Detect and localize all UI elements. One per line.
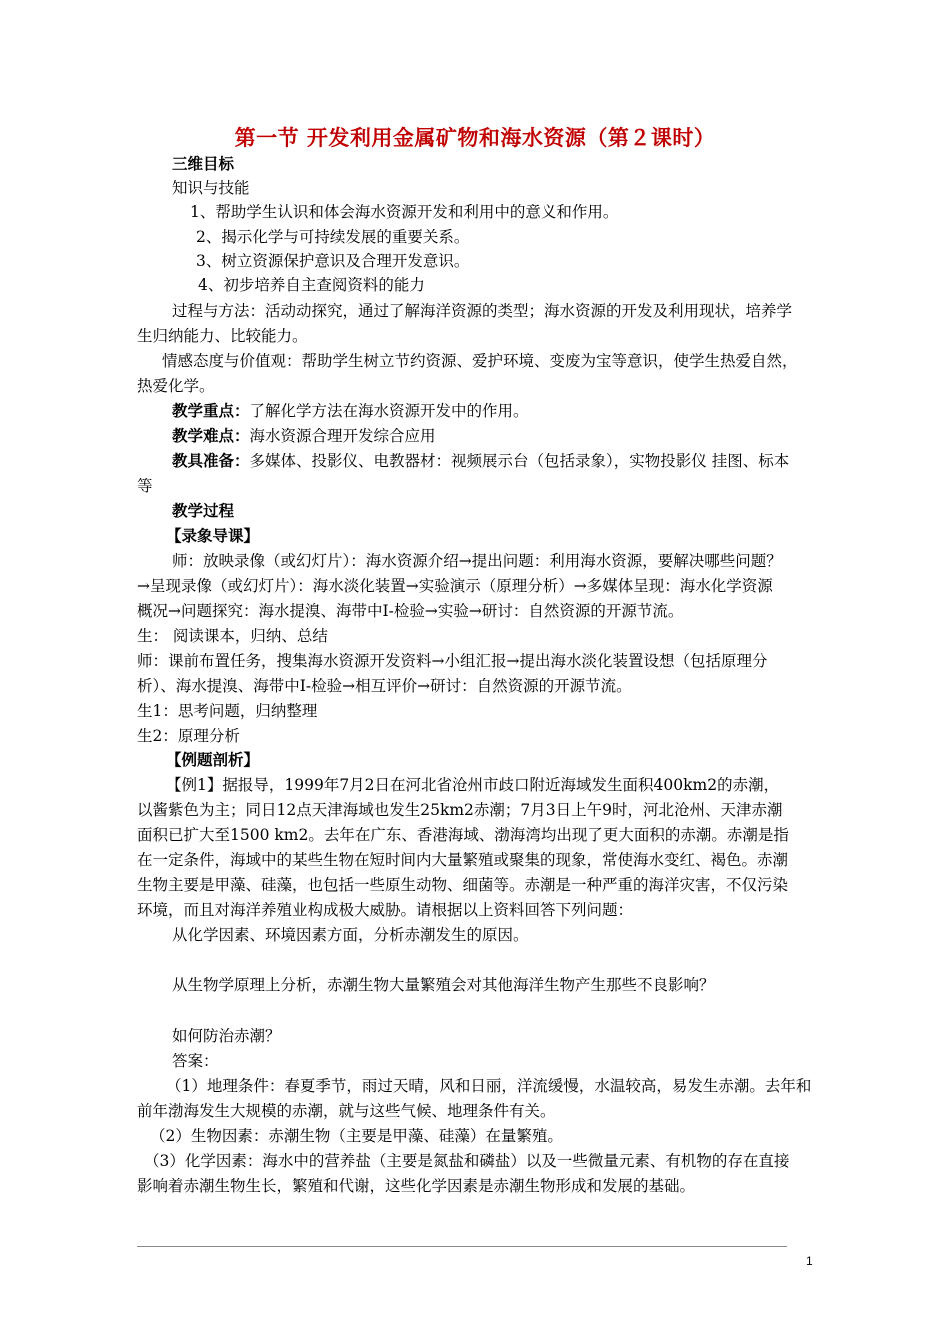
- text-line: [137, 649, 822, 673]
- line-text: 概况→问题探究：海水提溴、海带中I-检验→实验→研讨：自然资源的开源节流。: [137, 602, 684, 620]
- line-text: 答案：: [172, 1052, 219, 1070]
- line-text: 环境，而且对海洋养殖业构成极大威胁。请根据以上资料回答下列问题：: [137, 901, 634, 919]
- line-text: 据报导，1999年7月2日在河北省沧州市歧口附近海域发生面积400km2的赤潮，: [222, 776, 780, 794]
- text-line: [172, 1024, 857, 1048]
- text-line: [137, 724, 822, 748]
- text-line: [172, 1049, 857, 1073]
- line-text: 影响着赤潮生物生长，繁殖和代谢，这些化学因素是赤潮生物形成和发展的基础。: [137, 1177, 696, 1195]
- line-text: 海水资源合理开发综合应用: [249, 427, 436, 445]
- line-text: 面积已扩大至1500 km2。去年在广东、香港海域、渤海湾均出现了更大面积的赤潮。赤潮是指: [137, 826, 789, 844]
- line-text: 师：放映录像（或幻灯片）：海水资源介绍→提出问题：利用海水资源，要解决哪些问题？: [172, 552, 782, 570]
- page-title: 第一节 开发利用金属矿物和海水资源（第２课时）: [234, 126, 716, 150]
- text-line: [137, 474, 822, 498]
- line-text: （2）生物因素：赤潮生物（主要是甲藻、硅藻）在量繁殖。: [150, 1127, 563, 1145]
- text-line: [172, 299, 857, 323]
- line-label: 教学难点：: [172, 426, 250, 445]
- text-line: [137, 823, 822, 847]
- text-line: [137, 898, 822, 922]
- text-line: [172, 176, 857, 200]
- line-text: 【例题剖析】: [166, 750, 260, 769]
- text-line: [166, 773, 851, 797]
- line-text: 了解化学方法在海水资源开发中的作用。: [249, 402, 529, 420]
- line-text: 生归纳能力、比较能力。: [137, 327, 308, 345]
- line-text: 等: [137, 477, 153, 495]
- line-text: 三维目标: [172, 154, 235, 173]
- line-text: 知识与技能: [172, 179, 250, 197]
- line-text: 生： 阅读课本，归纳、总结: [137, 627, 328, 645]
- text-line: [166, 524, 851, 548]
- line-text: 情感态度与价值观：帮助学生树立节约资源、爱护环境、变废为宝等意识，使学生热爱自然，: [162, 352, 798, 370]
- text-line: [162, 349, 847, 373]
- line-text: 生1：思考问题，归纳整理: [137, 702, 318, 720]
- text-line: [198, 273, 883, 297]
- text-line: [196, 225, 881, 249]
- text-line: [166, 1074, 851, 1098]
- line-text: 从化学因素、环境因素方面，分析赤潮发生的原因。: [172, 926, 529, 944]
- line-text: 析）、海水提溴、海带中I-检验→相互评价→研讨：自然资源的开源节流。: [137, 677, 632, 695]
- text-line: [190, 200, 875, 224]
- text-line: [172, 399, 857, 423]
- line-text: 教学过程: [172, 501, 235, 520]
- line-text: 过程与方法：活动动探究，通过了解海洋资源的类型；海水资源的开发及利用现状，培养学: [172, 302, 793, 320]
- line-text: →呈现录像（或幻灯片）：海水淡化装置→实验演示（原理分析）→多媒体呈现：海水化学资源: [137, 577, 773, 595]
- text-line: [137, 324, 822, 348]
- footer-divider: [137, 1246, 787, 1247]
- text-line: [172, 152, 857, 176]
- text-line: [137, 674, 822, 698]
- line-text: 4、初步培养自主查阅资料的能力: [198, 276, 425, 294]
- text-line: [137, 1174, 822, 1198]
- text-line: [137, 848, 822, 872]
- text-line: [196, 249, 881, 273]
- line-text: 生物主要是甲藻、硅藻，也包括一些原生动物、细菌等。赤潮是一种严重的海洋灾害，不仅污染: [137, 876, 789, 894]
- text-line: [172, 973, 857, 997]
- line-text: （3）化学因素：海水中的营养盐（主要是氮盐和磷盐）以及一些微量元素、有机物的存在直接: [144, 1152, 790, 1170]
- text-line: [137, 873, 822, 897]
- text-line: [172, 424, 857, 448]
- text-line: [137, 624, 822, 648]
- line-text: 师：课前布置任务，搜集海水资源开发资料→小组汇报→提出海水淡化装置设想（包括原理分: [137, 652, 768, 670]
- text-line: [144, 1149, 829, 1173]
- line-text: 以酱紫色为主；同日12点天津海域也发生25km2赤潮；7月3日上午9时，河北沧州、天津赤潮: [137, 801, 783, 819]
- text-line: [172, 549, 857, 573]
- line-label: 教学重点：: [172, 401, 250, 420]
- line-text: 3、树立资源保护意识及合理开发意识。: [196, 252, 470, 270]
- text-line: [137, 1099, 822, 1123]
- page-number: 1: [806, 1254, 813, 1268]
- line-text: （1）地理条件：春夏季节，雨过天晴，风和日丽，洋流缓慢，水温较高，易发生赤潮。去年和: [166, 1077, 812, 1095]
- line-text: 前年渤海发生大规模的赤潮，就与这些气候、地理条件有关。: [137, 1102, 556, 1120]
- text-line: [150, 1124, 835, 1148]
- text-line: [166, 748, 851, 772]
- line-text: 从生物学原理上分析，赤潮生物大量繁殖会对其他海洋生物产生那些不良影响？: [172, 976, 715, 994]
- text-line: [172, 449, 857, 473]
- line-text: 多媒体、投影仪、电教器材：视频展示台（包括录象），实物投影仪 挂图、标本: [249, 452, 790, 470]
- line-text: 在一定条件，海域中的某些生物在短时间内大量繁殖或聚集的现象，常使海水变红、褐色。赤潮: [137, 851, 789, 869]
- line-text: 1、帮助学生认识和体会海水资源开发和利用中的意义和作用。: [190, 203, 619, 221]
- line-text: 【录象导课】: [166, 526, 260, 545]
- text-line: [137, 374, 822, 398]
- line-text: 热爱化学。: [137, 377, 215, 395]
- text-line: [137, 574, 822, 598]
- text-line: [137, 798, 822, 822]
- text-line: [172, 923, 857, 947]
- text-line: [137, 699, 822, 723]
- text-line: [137, 599, 822, 623]
- line-text: 如何防治赤潮？: [172, 1027, 281, 1045]
- line-label: 教具准备：: [172, 451, 250, 470]
- line-label: 【例1】: [166, 776, 223, 794]
- line-text: 2、揭示化学与可持续发展的重要关系。: [196, 228, 470, 246]
- text-line: [172, 499, 857, 523]
- line-text: 生2：原理分析: [137, 727, 240, 745]
